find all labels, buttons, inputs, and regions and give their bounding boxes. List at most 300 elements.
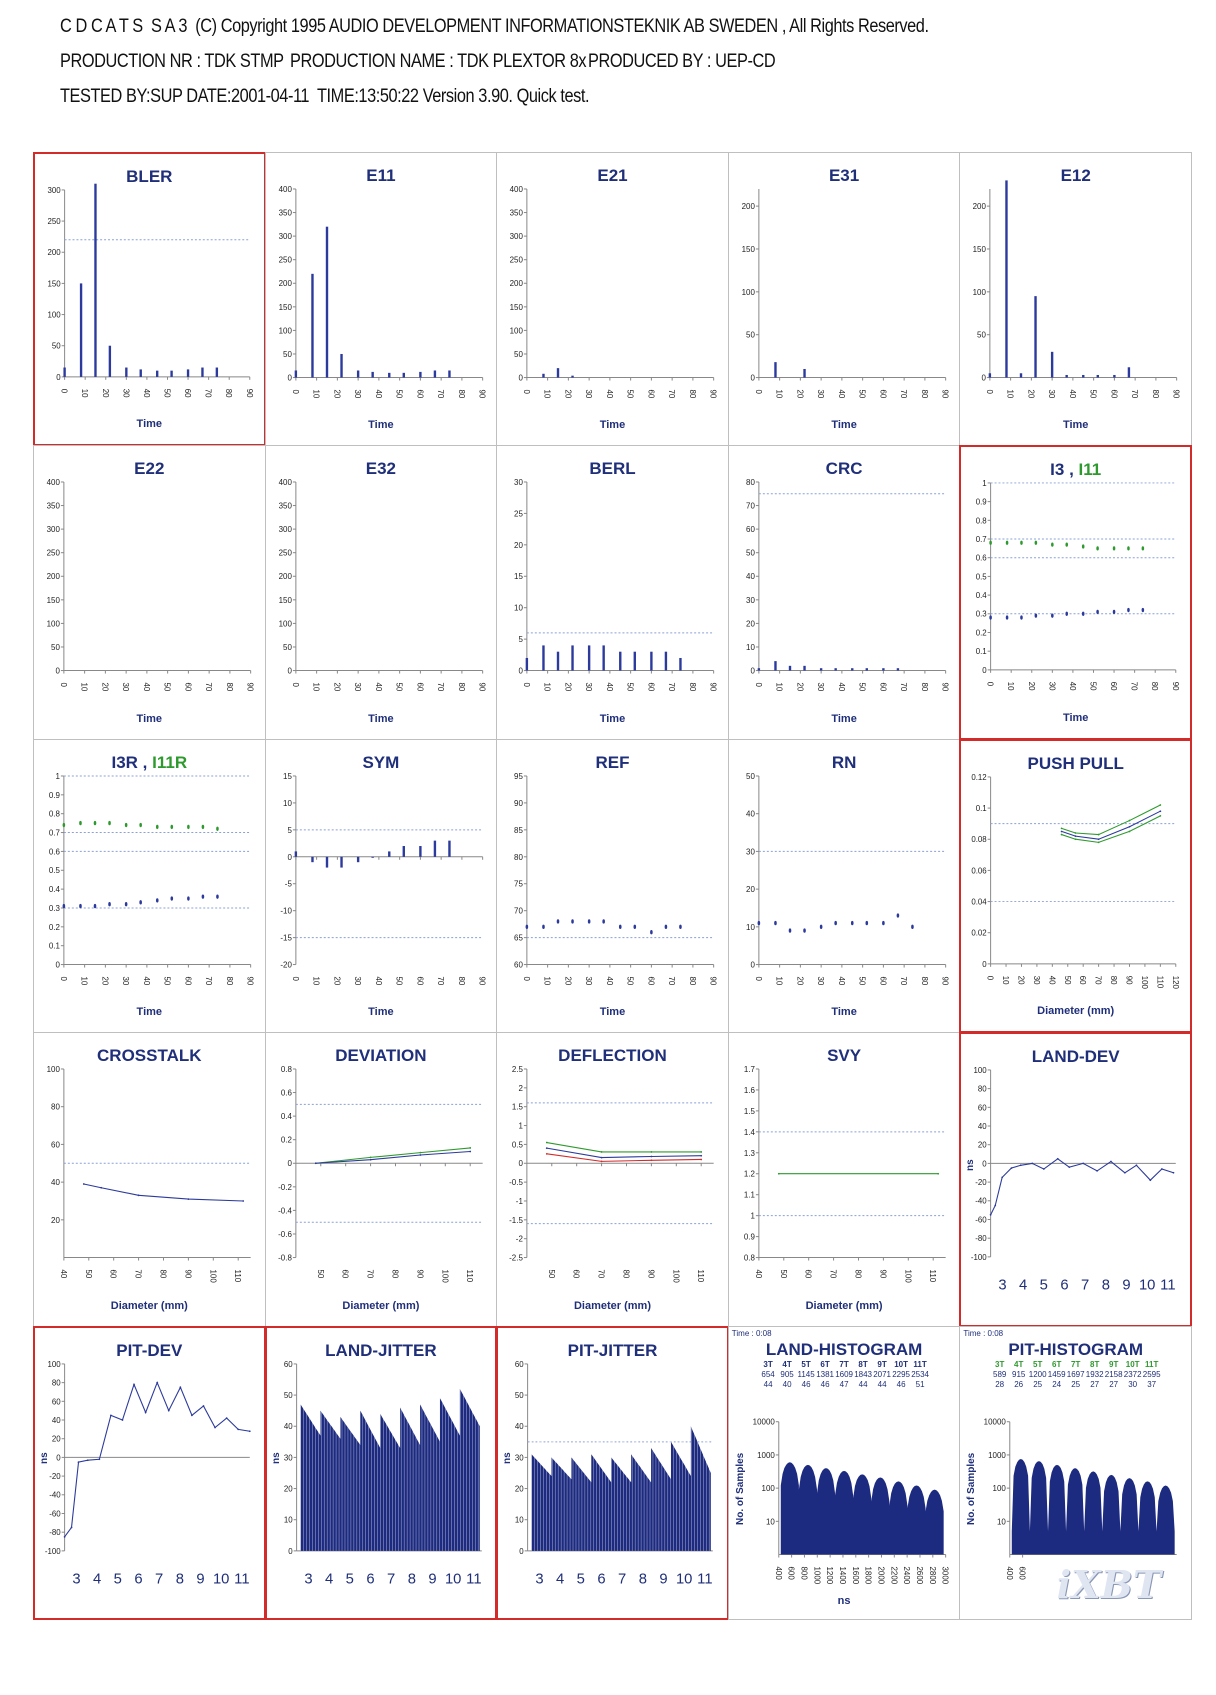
x-tick-label: 4 (1019, 1277, 1028, 1294)
x-tick-label: 70 (1094, 975, 1104, 985)
histogram-cell: 1145 (797, 1369, 815, 1379)
bar (311, 274, 313, 378)
chart-title-main: E11 (366, 166, 396, 185)
chart-land-dev (959, 1032, 1192, 1326)
x-tick-label: 10 (79, 976, 89, 986)
bar (371, 857, 373, 858)
data-point (1142, 547, 1145, 551)
y-tick-label: 1 (55, 771, 60, 781)
x-tick-label: 20 (331, 976, 341, 986)
y-tick-label: 0.7 (48, 828, 60, 838)
bar (170, 371, 172, 377)
x-tick-label: 60 (646, 389, 656, 399)
y-tick-label: 0 (287, 1159, 292, 1169)
x-tick-label: 100 (903, 1269, 913, 1283)
data-point (1075, 835, 1077, 837)
x-tick-label: 70 (596, 1269, 606, 1279)
x-tick-label: 40 (605, 389, 615, 399)
x-tick-label: 80 (456, 976, 466, 986)
y-tick-label: 80 (978, 1084, 988, 1094)
y-tick-label: 0.7 (976, 535, 988, 545)
data-point (1110, 1161, 1112, 1163)
x-tick-label: 70 (435, 682, 445, 692)
x-tick-label: 11 (1160, 1277, 1176, 1294)
x-tick-label: 40 (836, 682, 846, 692)
x-tick-label: 90 (1171, 682, 1181, 691)
data-point (1035, 541, 1038, 545)
y-tick-label: -0.5 (509, 1178, 524, 1188)
chart-svg (498, 1328, 727, 1618)
x-tick-label: 30 (121, 976, 131, 986)
x-tick-label: 60 (108, 1269, 118, 1279)
chart-title-main: PIT-DEV (116, 1340, 183, 1360)
histogram-cell: 1381 (816, 1369, 834, 1379)
data-point (1032, 1163, 1034, 1165)
y-tick-label: 100 (46, 1065, 60, 1075)
histogram-cell: 2158 (1104, 1369, 1123, 1379)
y-tick-label: 10000 (752, 1417, 775, 1427)
x-tick-label: 2400 (901, 1566, 911, 1584)
histogram-cell: 37 (1147, 1379, 1157, 1389)
bar (650, 652, 652, 671)
y-tick-label: 200 (46, 572, 60, 582)
chart-push-pull (959, 739, 1192, 1033)
y-tick-label: -0.4 (277, 1206, 292, 1216)
bar (388, 851, 390, 856)
bar (603, 646, 605, 671)
x-tick-label: 80 (1150, 682, 1160, 691)
bar (1035, 296, 1037, 377)
x-tick-label: 20 (795, 976, 805, 986)
bar (187, 369, 189, 376)
data-point (469, 1147, 471, 1149)
y-tick-label: 80 (745, 478, 755, 488)
series-fill (1012, 1459, 1175, 1554)
y-tick-label: 200 (278, 279, 292, 289)
chart-e22 (33, 445, 266, 739)
histogram-cell: 7T (839, 1359, 849, 1369)
data-point (1075, 832, 1077, 834)
chart-svg (497, 740, 728, 1032)
series-line (1062, 805, 1161, 835)
x-tick-label: 60 (183, 388, 193, 398)
data-point (601, 1161, 603, 1163)
data-point (557, 919, 560, 923)
chart-svg (35, 1328, 264, 1618)
chart-title-main: PIT-JITTER (567, 1340, 658, 1360)
x-tick-label: 0 (753, 389, 763, 394)
x-tick-label: 5 (345, 1571, 354, 1588)
x-tick-label: 70 (133, 1269, 143, 1279)
bar (803, 666, 805, 671)
x-tick-label: 80 (1109, 975, 1119, 985)
x-tick-label: 40 (836, 389, 846, 399)
y-tick-label: 400 (46, 478, 60, 488)
data-point (419, 1154, 421, 1156)
y-tick-label: -40 (49, 1490, 61, 1500)
x-tick-label: 110 (464, 1269, 474, 1283)
x-tick-label: 40 (373, 976, 383, 986)
chart-e32 (265, 445, 498, 739)
y-tick-label: 0.06 (971, 866, 988, 876)
x-tick-label: 9 (196, 1571, 205, 1588)
x-tick-label: 100 (439, 1269, 449, 1283)
x-tick-label: 1400 (837, 1566, 847, 1584)
y-tick-label: 10 (745, 922, 755, 932)
x-tick-label: 0 (522, 976, 532, 981)
histogram-cell: 654 (761, 1369, 775, 1379)
bar (388, 373, 390, 378)
data-point (83, 1183, 85, 1185)
x-tick-label: 4 (324, 1571, 333, 1588)
x-tick-label: 10 (1001, 975, 1011, 985)
x-tick-label: 50 (857, 389, 867, 399)
x-tick-label: 50 (1088, 682, 1098, 691)
data-point (603, 919, 606, 923)
y-tick-label: 0.2 (48, 922, 60, 932)
bar (448, 370, 450, 377)
y-tick-label: 10 (745, 643, 755, 653)
x-tick-label: 40 (373, 389, 383, 399)
y-tick-label: 400 (278, 478, 292, 488)
chart-svg (961, 741, 1190, 1031)
data-point (110, 1414, 112, 1416)
x-axis-label: Time (599, 419, 626, 432)
y-tick-label: 1.1 (743, 1190, 755, 1200)
x-tick-label: 10 (676, 1571, 693, 1588)
x-tick-label: 40 (141, 976, 151, 986)
chart-svg (266, 740, 497, 1032)
x-tick-label: 60 (571, 1269, 581, 1279)
x-tick-label: 90 (1124, 975, 1134, 985)
data-point (1113, 610, 1116, 614)
x-tick-label: 90 (940, 682, 950, 692)
chart-svg (34, 1033, 265, 1325)
x-tick-label: 60 (878, 976, 888, 986)
y-tick-label: 0 (287, 1546, 293, 1556)
y-tick-label: 250 (278, 255, 292, 265)
histogram-cell: 27 (1090, 1379, 1100, 1389)
x-axis-label: Time (368, 1006, 394, 1019)
chart-title-separator: , (1064, 460, 1079, 480)
chart-title-main: SVY (827, 1046, 862, 1066)
x-tick-label: 90 (477, 389, 487, 399)
y-tick-label: 50 (51, 341, 61, 351)
x-tick-label: 6 (134, 1571, 143, 1588)
x-tick-label: 30 (121, 388, 131, 398)
x-tick-label: 6 (1060, 1277, 1069, 1294)
x-tick-label: 50 (857, 976, 867, 986)
x-tick-label: 1600 (850, 1566, 860, 1584)
x-tick-label: 80 (919, 682, 929, 692)
bar (542, 646, 544, 671)
y-tick-label: 0.8 (280, 1065, 292, 1075)
x-tick-label: 100 (208, 1269, 218, 1283)
data-point (314, 1163, 316, 1165)
x-tick-label: 20 (331, 389, 341, 399)
data-point (546, 1153, 548, 1155)
bar (433, 370, 435, 377)
chart-svg (729, 740, 960, 1032)
x-tick-label: 110 (1155, 975, 1165, 989)
histogram-cell: 3T (995, 1359, 1005, 1369)
data-point (1098, 833, 1100, 835)
x-axis-label: Diameter (mm) (1037, 1005, 1115, 1018)
bar (757, 669, 759, 671)
chart-title-main: CROSSTALK (97, 1046, 202, 1066)
data-point (679, 924, 682, 928)
bar (557, 652, 559, 671)
x-tick-label: 20 (795, 389, 805, 399)
x-tick-label: 10 (1139, 1277, 1156, 1294)
data-point (757, 921, 760, 925)
y-tick-label: 350 (278, 208, 292, 218)
data-point (1061, 827, 1063, 829)
x-tick-label: 2800 (927, 1566, 937, 1584)
histogram-cell: 27 (1109, 1379, 1119, 1389)
bar (80, 283, 82, 376)
y-tick-label: -15 (279, 933, 292, 943)
data-point (71, 1526, 73, 1528)
y-tick-label: -20 (49, 1471, 61, 1481)
x-tick-label: 30 (352, 389, 362, 399)
bar (402, 846, 404, 857)
data-point (108, 902, 111, 906)
data-point (700, 1155, 702, 1157)
x-tick-label: 80 (688, 976, 698, 986)
y-tick-label: -60 (975, 1215, 988, 1225)
x-axis-label: Diameter (mm) (573, 1299, 651, 1312)
chart-title-main: E31 (828, 166, 860, 185)
histogram-cell: 2295 (892, 1369, 910, 1379)
y-tick-label: 50 (745, 549, 755, 559)
y-tick-label: 80 (514, 852, 524, 862)
histogram-cell: 47 (839, 1379, 849, 1389)
data-point (1097, 547, 1100, 551)
y-tick-label: 0 (750, 666, 755, 676)
x-tick-label: 3 (535, 1571, 544, 1588)
x-tick-label: 10 (212, 1571, 230, 1588)
chart-svg (497, 446, 728, 738)
y-tick-label: 1 (750, 1211, 755, 1221)
chart-svg (266, 153, 497, 445)
y-tick-label: 40 (283, 1421, 293, 1431)
y-tick-label: 0 (55, 960, 60, 970)
data-point (1113, 547, 1116, 551)
data-point (139, 823, 142, 827)
y-tick-label: 0.2 (976, 628, 988, 638)
x-tick-label: 60 (646, 682, 656, 692)
chart-pit-jitter (496, 1326, 729, 1620)
chart-land-jitter (265, 1326, 498, 1620)
y-tick-label: 0 (518, 1159, 524, 1169)
x-axis-label: Time (1062, 711, 1089, 724)
y-tick-label: 60 (51, 1396, 61, 1406)
chart-title-main: E21 (597, 166, 628, 185)
x-tick-label: 30 (1047, 389, 1057, 399)
x-tick-label: 20 (563, 389, 573, 399)
y-tick-label: 60 (745, 525, 755, 535)
chart-deflection (496, 1032, 729, 1326)
data-point (700, 1151, 702, 1153)
x-tick-label: 0 (58, 976, 68, 981)
y-tick-label: 20 (745, 884, 755, 894)
y-tick-label: 30 (515, 1452, 524, 1462)
x-tick-label: 20 (100, 976, 110, 986)
histogram-cell: 5T (801, 1359, 811, 1369)
y-tick-label: 2.5 (512, 1065, 524, 1075)
x-tick-label: 40 (373, 682, 383, 692)
histogram-cell: 10T (1125, 1359, 1140, 1369)
x-tick-label: 30 (815, 976, 825, 986)
x-tick-label: 50 (1063, 975, 1073, 985)
data-point (203, 1405, 205, 1407)
data-point (1136, 1165, 1138, 1167)
histogram-row-means (729, 1370, 960, 1380)
y-tick-label: 60 (515, 1359, 524, 1369)
data-point (1173, 1172, 1175, 1174)
bar (897, 669, 899, 671)
x-tick-label: 90 (708, 976, 718, 986)
x-tick-label: 8 (175, 1571, 184, 1588)
histogram-cell: 1459 (1047, 1369, 1066, 1379)
bar (448, 840, 450, 856)
x-tick-label: 10 (542, 682, 552, 692)
x-tick-label: 60 (1078, 975, 1088, 985)
chart-sym (265, 739, 498, 1033)
y-tick-label: 0.1 (976, 647, 988, 657)
chart-pit-histogram (959, 1326, 1192, 1620)
y-tick-label: 1.3 (743, 1148, 755, 1158)
x-tick-label: 30 (584, 389, 594, 399)
y-tick-label: 0 (287, 666, 292, 676)
series-line (84, 1184, 243, 1201)
data-point (79, 821, 82, 825)
bar (216, 368, 218, 377)
bar (125, 368, 127, 377)
histogram-cell: 46 (801, 1379, 811, 1389)
data-point (651, 1156, 653, 1158)
y-tick-label: 40 (978, 1122, 988, 1132)
x-tick-label: 9 (659, 1571, 668, 1588)
data-point (601, 1151, 603, 1153)
x-tick-label: 60 (803, 1269, 813, 1279)
x-tick-label: 0 (290, 389, 300, 394)
y-tick-label: 100 (46, 619, 60, 629)
y-tick-label: 1 (982, 479, 988, 489)
y-tick-label: 50 (977, 330, 987, 340)
x-tick-label: 0 (522, 682, 532, 688)
x-tick-label: 7 (1081, 1277, 1090, 1294)
chart-title-main: E32 (365, 459, 397, 479)
y-tick-label: 1.4 (743, 1128, 755, 1138)
x-tick-label: 50 (162, 976, 172, 986)
data-point (108, 821, 111, 825)
x-tick-label: 70 (435, 389, 445, 399)
histogram-cell: 9T (877, 1359, 887, 1369)
histogram-cell: 24 (1052, 1379, 1062, 1389)
y-tick-label: 150 (972, 244, 987, 254)
x-tick-label: 90 (940, 389, 950, 399)
bar (774, 362, 776, 377)
x-tick-label: 90 (646, 1269, 656, 1279)
x-tick-label: 50 (857, 682, 867, 692)
y-tick-label: 65 (514, 933, 524, 943)
bar (1006, 180, 1008, 377)
x-tick-label: 1000 (812, 1566, 822, 1584)
x-tick-label: 80 (621, 1269, 631, 1279)
data-point (242, 1200, 244, 1202)
y-tick-label: 70 (514, 906, 524, 916)
x-tick-label: 70 (204, 976, 214, 986)
data-point (179, 1386, 181, 1388)
y-tick-label: 350 (46, 501, 60, 511)
bar (371, 372, 373, 378)
x-tick-label: 10 (774, 389, 784, 399)
bar (1097, 375, 1099, 378)
data-point (1006, 541, 1009, 545)
data-point (820, 924, 823, 928)
chart-title-main: BERL (589, 459, 636, 479)
histogram-legend (729, 1360, 960, 1370)
data-point (1066, 543, 1069, 547)
series-line (547, 1148, 701, 1157)
y-tick-label: 2 (518, 1084, 524, 1094)
bar (619, 652, 621, 671)
data-point (94, 904, 97, 908)
x-tick-label: 100 (1140, 975, 1150, 989)
data-point (202, 894, 205, 898)
bar (588, 646, 590, 671)
bar (820, 669, 822, 671)
chart-grid (33, 152, 1191, 1619)
chart-e31 (728, 152, 961, 446)
data-point (369, 1157, 371, 1159)
x-tick-label: 80 (456, 389, 466, 399)
y-tick-label: 10 (765, 1516, 775, 1526)
x-tick-label: 10 (444, 1571, 462, 1588)
bar (63, 368, 65, 377)
chart-title-main: PIT-HISTOGRAM (1008, 1339, 1144, 1359)
data-point (1097, 1170, 1099, 1172)
data-point (63, 904, 66, 908)
series-line (65, 1382, 250, 1536)
x-tick-label: 7 (386, 1571, 395, 1588)
x-tick-label: 30 (815, 682, 825, 692)
y-tick-label: 5 (518, 635, 524, 645)
x-tick-label: 4 (93, 1571, 102, 1588)
y-tick-label: 0.02 (971, 928, 988, 938)
histogram-cell: 1932 (1085, 1369, 1104, 1379)
histogram-cell: 11T (913, 1359, 927, 1369)
x-tick-label: 60 (1109, 682, 1119, 691)
y-tick-label: 10 (514, 604, 524, 614)
chart-svy (728, 1032, 961, 1326)
data-point (774, 921, 777, 925)
y-tick-label: 100 (972, 287, 987, 297)
x-tick-label: 3 (998, 1277, 1007, 1294)
chart-svg (34, 446, 265, 738)
bar (1114, 375, 1116, 378)
y-tick-label: 60 (51, 1140, 60, 1150)
x-tick-label: 80 (224, 682, 234, 692)
y-tick-label: 40 (515, 1421, 524, 1431)
x-tick-label: 40 (1068, 389, 1078, 399)
chart-svg (729, 1033, 960, 1325)
y-tick-label: 0 (518, 373, 524, 383)
x-tick-label: 0 (986, 682, 996, 687)
x-tick-label: 50 (83, 1269, 93, 1279)
